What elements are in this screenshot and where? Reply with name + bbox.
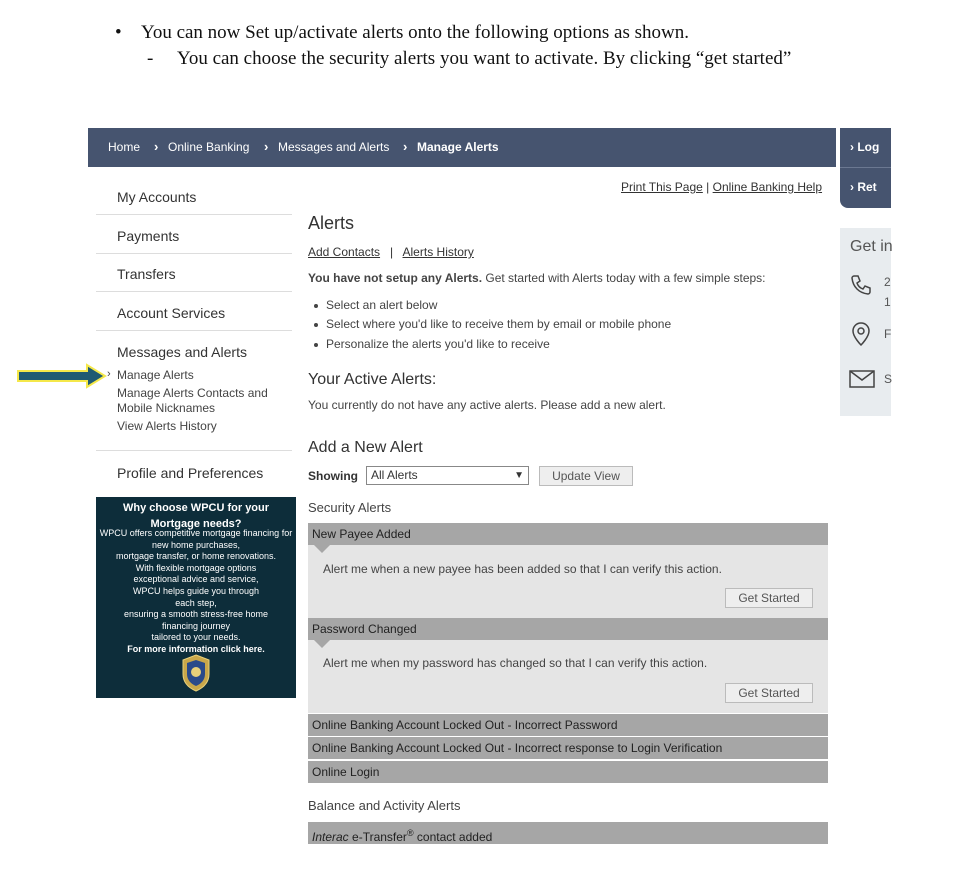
chevron-right-icon: › xyxy=(264,139,269,154)
caret-down-icon xyxy=(314,545,330,553)
alerts-history-link[interactable]: Alerts History xyxy=(402,245,474,259)
chevron-down-icon: ▼ xyxy=(514,470,524,481)
promo-line: tailored to your needs. xyxy=(151,632,241,643)
intro-rest: Get started with Alerts today with a few simple steps: xyxy=(482,271,766,285)
chevron-right-icon: › xyxy=(403,139,408,154)
crest-logo xyxy=(181,654,211,692)
step-item: Select where you'd like to receive them by email or mobile phone xyxy=(326,317,672,331)
link-separator: | xyxy=(383,245,400,259)
promo-line[interactable]: For more information click here. xyxy=(127,643,265,654)
promo-line: exceptional advice and service, xyxy=(133,574,259,585)
breadcrumb-home[interactable]: Home xyxy=(108,140,141,154)
sidebar-item-payments[interactable] xyxy=(96,215,292,254)
alert-panel-password-changed xyxy=(308,640,828,713)
alert-header-online-login[interactable]: Online Login xyxy=(308,761,828,783)
sidebar-item-label: Profile and Preferences xyxy=(117,465,264,481)
add-contacts-link[interactable]: Add Contacts xyxy=(308,245,381,259)
contact-line: F xyxy=(884,327,892,341)
sidebar-sub-manage-contacts[interactable]: Manage Alerts Contacts and xyxy=(117,386,268,400)
print-page-link[interactable]: Print This Page xyxy=(621,180,703,194)
intro-bold: You have not setup any Alerts. xyxy=(308,271,483,285)
alert-filter-select[interactable] xyxy=(366,466,529,485)
promo-body xyxy=(96,528,296,656)
active-alerts-title: Your Active Alerts: xyxy=(308,371,437,388)
instruction-sub: - You can choose the security alerts you want to activate. By clicking “get started” xyxy=(147,48,792,69)
interac-text: Interac xyxy=(312,830,349,844)
mortgage-promo-banner[interactable] xyxy=(96,497,296,698)
alert-header-locked-password[interactable]: Online Banking Account Locked Out - Incorrect Password xyxy=(308,714,828,736)
etransfer-text: e-Transfer xyxy=(348,830,407,844)
breadcrumb-messages-alerts[interactable]: Messages and Alerts xyxy=(278,140,390,154)
sidebar-item-profile[interactable] xyxy=(96,451,292,489)
breadcrumb xyxy=(88,128,836,167)
online-banking-help-link[interactable]: Online Banking Help xyxy=(712,180,823,194)
sidebar-item-label: My Accounts xyxy=(117,189,197,205)
phone-icon xyxy=(849,273,873,297)
sidebar-item-label: Messages and Alerts xyxy=(117,344,247,360)
contact-line: 2 xyxy=(884,275,891,289)
quick-link-ret[interactable]: › Ret xyxy=(850,180,877,194)
alert-description: Alert me when my password has changed so that I can verify this action. xyxy=(323,656,708,670)
security-alerts-label: Security Alerts xyxy=(308,500,392,515)
instruction-bullet-text: You can now Set up/activate alerts onto the following options as shown. xyxy=(141,22,689,43)
quick-link-log[interactable]: › Log xyxy=(850,140,880,154)
pointer-arrow-icon xyxy=(17,364,107,388)
sidebar-item-account-services[interactable] xyxy=(96,292,292,331)
sidebar-item-label: Payments xyxy=(117,228,180,244)
alert-header-etransfer-contact[interactable] xyxy=(308,822,828,844)
alert-panel-new-payee xyxy=(308,545,828,618)
promo-title-line: Mortgage needs? xyxy=(150,518,242,530)
alert-header-new-payee[interactable]: New Payee Added xyxy=(308,523,828,545)
quick-link-ret-label: Ret xyxy=(857,180,877,194)
right-quick-links xyxy=(840,128,891,208)
add-alert-title: Add a New Alert xyxy=(308,439,423,456)
sidebar-item-label: Transfers xyxy=(117,266,176,282)
registered-mark: ® xyxy=(406,828,414,838)
sidebar-sub-view-history[interactable]: View Alerts History xyxy=(117,419,217,433)
get-started-button[interactable]: Get Started xyxy=(725,588,813,608)
chevron-right-icon: › xyxy=(154,139,159,154)
sidebar-item-label: Account Services xyxy=(117,305,226,321)
mail-icon xyxy=(849,370,875,388)
update-view-button[interactable]: Update View xyxy=(539,466,633,486)
chevron-right-icon: › xyxy=(107,368,111,380)
sidebar-item-my-accounts[interactable] xyxy=(96,176,292,215)
promo-line: WPCU helps guide you through xyxy=(132,585,260,596)
caret-down-icon xyxy=(314,640,330,648)
breadcrumb-manage-alerts: Manage Alerts xyxy=(417,140,499,154)
contact-line: S xyxy=(884,372,893,386)
contact-panel xyxy=(840,228,891,416)
page-title: Alerts xyxy=(308,213,355,233)
instruction-bullet: • You can now Set up/activate alerts onto the following options as shown. xyxy=(115,22,689,43)
contact-panel-title: Get in xyxy=(850,238,893,255)
promo-line: each step, xyxy=(175,597,217,608)
alert-header-locked-verification[interactable]: Online Banking Account Locked Out - Incorrect response to Login Verification xyxy=(308,737,828,759)
alert-filter-value: All Alerts xyxy=(371,468,418,482)
active-alerts-text: You currently do not have any active alerts. Please add a new alert. xyxy=(308,398,666,412)
promo-line: financing journey xyxy=(161,620,231,631)
promo-line: new home purchases, xyxy=(151,539,241,550)
get-started-button[interactable]: Get Started xyxy=(725,683,813,703)
quick-link-log-label: Log xyxy=(857,140,880,154)
balance-alerts-label: Balance and Activity Alerts xyxy=(308,798,461,813)
alerts-links xyxy=(308,245,474,259)
step-item: Personalize the alerts you'd like to receive xyxy=(326,337,550,351)
contact-line: 1 xyxy=(884,295,891,309)
breadcrumb-online-banking[interactable]: Online Banking xyxy=(168,140,250,154)
intro-text xyxy=(308,271,766,285)
divider xyxy=(840,167,891,168)
alert-header-password-changed[interactable]: Password Changed xyxy=(308,618,828,640)
instruction-sub-text: You can choose the security alerts you want to activate. By clicking “get started” xyxy=(177,48,792,69)
link-separator: | xyxy=(706,180,713,194)
utility-links xyxy=(621,180,822,194)
showing-label: Showing xyxy=(308,469,358,483)
promo-line: With flexible mortgage options xyxy=(135,562,257,573)
promo-line: ensuring a smooth stress-free home xyxy=(123,609,269,620)
promo-title-line: Why choose WPCU for your xyxy=(122,502,270,514)
alert-description: Alert me when a new payee has been added so that I can verify this action. xyxy=(323,562,722,576)
promo-line: WPCU offers competitive mortgage financing for xyxy=(99,528,293,538)
sidebar-sub-manage-alerts[interactable]: Manage Alerts xyxy=(117,368,194,382)
contact-added-text: contact added xyxy=(413,830,493,844)
promo-line: mortgage transfer, or home renovations. xyxy=(115,551,277,562)
step-item: Select an alert below xyxy=(326,298,438,312)
location-pin-icon xyxy=(849,321,873,347)
sidebar-sub-mobile-nicknames[interactable]: Mobile Nicknames xyxy=(117,401,216,415)
sidebar-item-transfers[interactable] xyxy=(96,254,292,292)
